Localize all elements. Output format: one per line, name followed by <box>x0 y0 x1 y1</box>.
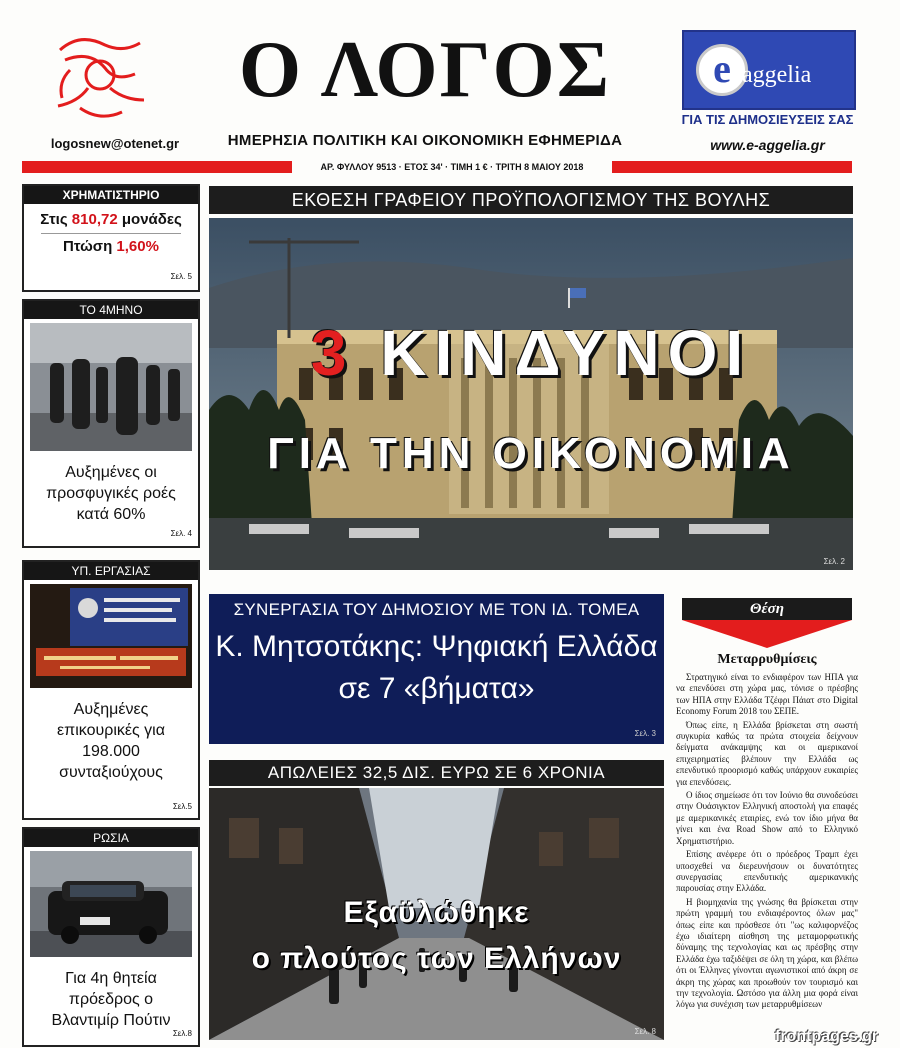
page-ref: Σελ. 8 <box>634 1027 656 1036</box>
newspaper-logo-icon <box>40 30 160 130</box>
stock-index-line: Στις 810,72 μονάδες <box>40 211 182 228</box>
column-title: Μεταρρυθμίσεις <box>717 652 817 667</box>
column-label: Θέση <box>682 598 852 620</box>
stock-header: ΧΡΗΜΑΤΙΣΤΗΡΙΟ <box>24 186 198 204</box>
column-paragraph: Στρατηγικό είναι το ενδιαφέρον των ΗΠΑ για να επενδύσει στη χώρα μας, τόνισε ο πρέσβης των ΗΠΑ στην Ελλάδα Τζέφρι Πάιατ στο Digital Economy Forum 2018 του ΣΕΠΕ. <box>676 672 858 717</box>
page-ref: Σελ.5 <box>172 802 192 811</box>
page-ref: Σελ. 3 <box>634 729 656 738</box>
lead-kicker: ΕΚΘΕΣΗ ΓΡΑΦΕΙΟΥ ΠΡΟΫΠΟΛΟΓΙΣΜΟΥ ΤΗΣ ΒΟΥΛΗΣ <box>209 186 853 214</box>
column-body <box>676 672 858 1013</box>
column-paragraph: Όπως είπε, η Ελλάδα βρίσκεται στη σωστή συγκυρία καθώς τα πρώτα στοιχεία δείχνουν δείγματα ανάκαμψης και οι αμερικανοί επιχειρηματίες βλέπουν την Ελλάδα ως επενδυτικό προορισμό καθώς υπάρχουν ευκαιρίες για επενδύσεις. <box>676 719 858 787</box>
column-paragraph: Ο ίδιος σημείωσε ότι τον Ιούνιο θα συνοδεύσει στην Ουάσιγκτον Ελληνική αποστολή για επαφές με αμερικανικές εταιρίες, ενώ τον ίδιο μήνα θα γίνει και ένα Road Show από το Ελληνικό Χρηματιστήριο. <box>676 790 858 846</box>
labour-ministry-photo <box>30 584 192 693</box>
page-ref: Σελ. 5 <box>170 272 192 281</box>
story-headline: Κ. Μητσοτάκης: Ψηφιακή Ελλάδα σε 7 «βήματα» <box>215 630 658 705</box>
stock-market-box[interactable] <box>22 184 200 292</box>
e-aggelia-ad[interactable] <box>682 30 856 110</box>
column-arrow-icon <box>682 620 852 648</box>
third-headline: Εξαϋλώθηκε ο πλούτος των Ελλήνων <box>251 896 622 975</box>
newspaper-title: Ο ΛΟΓΟΣ <box>238 26 612 114</box>
refugees-photo <box>30 323 192 456</box>
ad-tagline: ΓΙΑ ΤΙΣ ΔΗΜΟΣΙΕΥΣΕΙΣ ΣΑΣ <box>681 112 854 127</box>
column-paragraph: Η βιομηχανία της γνώσης θα βρίσκεται στην πρώτη γραμμή του ενδιαφέροντος όλων μας" όπως είπε και πρόσθεσε ότι "ως καλιφορνέζος έχω ιδιαίτερη αίσθηση της μεταμορφωτικής δύναμης της τεχνολογίας και ως πρέσβης στην Ελλάδα έχω ταξιδέψει σε όλη τη χώρα, και βλέπω ότι οι Έλληνες γίνονται αγωνιστικοί από άκρη σε άκρη της χώρας και προωθούν τον τουρισμό και την τεχνολογία. Ωστόσο για άλλη μια φορά είναι λόγω για συνέχιση των μεταρρυθμίσεων <box>676 896 858 1010</box>
russia-box[interactable] <box>22 827 200 1047</box>
issue-line: ΑΡ. ΦΥΛΛΟΥ 9513 · ΕΤΟΣ 34' · ΤΙΜΗ 1 € · ΤΡΙΤΗ 8 ΜΑΙΟΥ 2018 <box>292 160 612 174</box>
refugee-flows-box[interactable] <box>22 299 200 548</box>
mitsotakis-story[interactable] <box>209 594 664 744</box>
box-header: ΡΩΣΙΑ <box>24 829 198 847</box>
story-kicker: ΣΥΝΕΡΓΑΣΙΑ ΤΟΥ ΔΗΜΟΣΙΟΥ ΜΕ ΤΟΝ ΙΔ. ΤΟΜΕΑ <box>233 600 640 619</box>
box-text: Αυξημένες επικουρικές για 198.000 συνταξιούχους <box>57 701 165 781</box>
column-paragraph: Επίσης ανέφερε ότι ο πρόεδρος Τραμπ έχει υποσχεθεί να διερευνήσουν οι δυνατότητες συνεργασίας επενδυτικής αμερικανικής παρουσίας στην Ελλάδα. <box>676 849 858 894</box>
box-header: ΤΟ 4ΜΗΝΟ <box>24 301 198 319</box>
parliament-photo <box>209 218 853 570</box>
pensions-box[interactable] <box>22 560 200 820</box>
contact-email[interactable]: logosnew@otenet.gr <box>50 136 180 151</box>
box-header: ΥΠ. ΕΡΓΑΣΙΑΣ <box>24 562 198 580</box>
lead-number: 3 <box>310 317 355 389</box>
box-text: Για 4η θητεία πρόεδρος ο Βλαντιμίρ Πούτιν <box>51 970 171 1029</box>
ad-url[interactable]: www.e-aggelia.gr <box>710 137 825 153</box>
e-aggelia-logo-icon: e <box>696 44 748 96</box>
newspaper-subtitle: ΗΜΕΡΗΣΙΑ ΠΟΛΙΤΙΚΗ ΚΑΙ ΟΙΚΟΝΟΜΙΚΗ ΕΦΗΜΕΡΙΔΑ <box>227 132 623 149</box>
lead-headline-2: ΓΙΑ ΤΗΝ ΟΙΚΟΝΟΜΙΑ <box>267 429 795 478</box>
page-ref: Σελ. 2 <box>823 557 845 566</box>
e-aggelia-word: aggelia <box>742 62 812 88</box>
lead-headline: 3 ΚΙΝΔΥΝΟΙ <box>310 317 752 389</box>
third-kicker: ΑΠΩΛΕΙΕΣ 32,5 ΔΙΣ. ΕΥΡΩ ΣΕ 6 ΧΡΟΝΙΑ <box>209 760 664 786</box>
box-text: Αυξημένες οι προσφυγικές ροές κατά 60% <box>46 464 176 523</box>
page-ref: Σελ. 4 <box>170 529 192 538</box>
putin-car-photo <box>30 851 192 962</box>
stock-divider <box>41 233 181 234</box>
watermark: frontpages.gr <box>775 1028 879 1045</box>
stock-drop-line: Πτώση 1,60% <box>63 238 159 255</box>
page-ref: Σελ.8 <box>172 1029 192 1038</box>
